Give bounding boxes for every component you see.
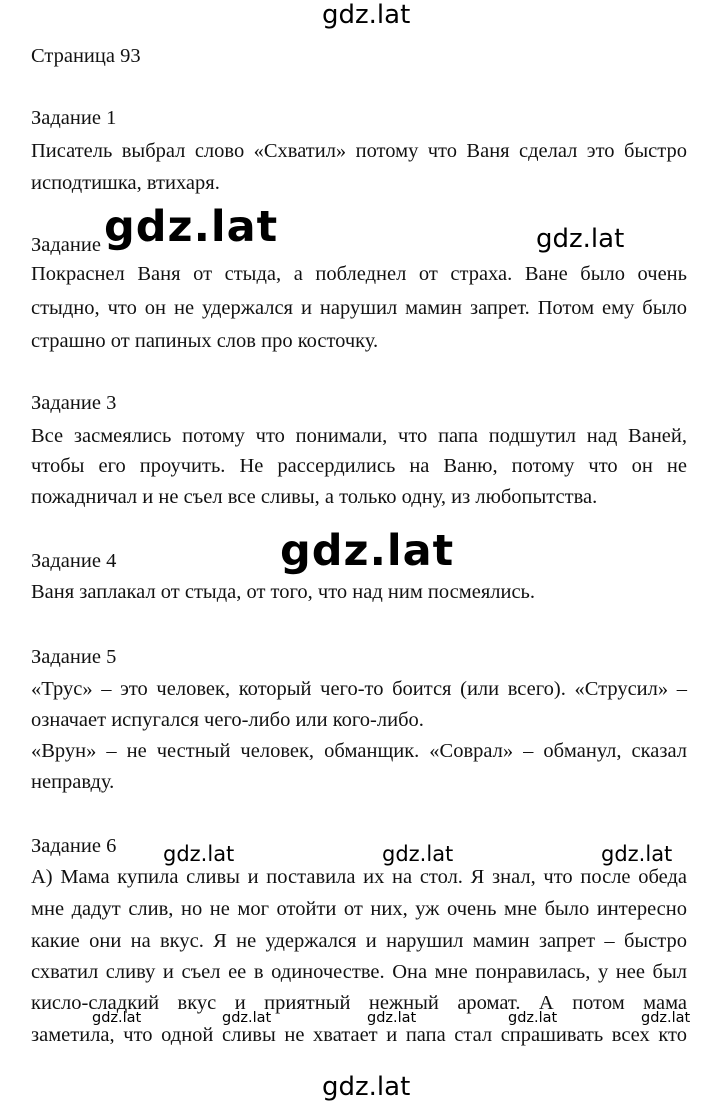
task-6-line-6: заметила, что одной сливы не хватает и папа стал спрашивать всех кто bbox=[31, 1024, 687, 1046]
watermark-small-5: gdz.lat bbox=[641, 1010, 691, 1026]
task-2-line-3: страшно от папиных слов про косточку. bbox=[31, 330, 379, 352]
task-3-line-3: пожадничал и не съел все сливы, а только одну, из любопытства. bbox=[31, 486, 598, 508]
watermark-small-2: gdz.lat bbox=[222, 1010, 272, 1026]
task-5-line-4: неправду. bbox=[31, 771, 115, 793]
watermark-row-3: gdz.lat bbox=[601, 842, 673, 866]
task-2-heading: Задание bbox=[31, 234, 101, 256]
task-3-line-1: Все засмеялись потому что понимали, что папа подшутил над Ваней, bbox=[31, 425, 687, 447]
task-1-line-1: Писатель выбрал слово «Схватил» потому что Ваня сделал это быстро bbox=[31, 140, 687, 162]
watermark-top: gdz.lat bbox=[322, 0, 411, 30]
task-5-line-3: «Врун» – не честный человек, обманщик. «Соврал» – обманул, сказал bbox=[31, 740, 687, 762]
task-5-heading: Задание 5 bbox=[31, 646, 117, 668]
task-2-line-2: стыдно, что он не удержался и нарушил мамин запрет. Потом ему было bbox=[31, 297, 687, 319]
task-4-line-1: Ваня заплакал от стыда, от того, что над ним посмеялись. bbox=[31, 581, 536, 603]
task-5-line-1: «Трус» – это человек, который чего-то боится (или всего). «Струсил» – bbox=[31, 678, 687, 700]
task-5-line-2: означает испугался чего-либо или кого-либо. bbox=[31, 709, 424, 731]
task-4-heading: Задание 4 bbox=[31, 550, 117, 572]
task-1-heading: Задание 1 bbox=[31, 107, 117, 129]
watermark-small-1: gdz.lat bbox=[92, 1010, 142, 1026]
watermark-small-4: gdz.lat bbox=[508, 1010, 558, 1026]
task-3-line-2: чтобы его проучить. Не рассердились на Ваню, потому что он не bbox=[31, 455, 687, 477]
task-6-line-1: А) Мама купила сливы и поставила их на стол. Я знал, что после обеда bbox=[31, 866, 687, 888]
task-1-line-2: исподтишка, втихаря. bbox=[31, 172, 220, 194]
watermark-large-center: gdz.lat bbox=[280, 526, 455, 576]
task-6-line-5: кисло-сладкий вкус и приятный нежный аромат. А потом мама bbox=[31, 992, 687, 1014]
task-6-line-3: какие они на вкус. Я не удержался и нарушил мамин запрет – быстро bbox=[31, 930, 687, 952]
task-3-heading: Задание 3 bbox=[31, 392, 117, 414]
task-6-heading: Задание 6 bbox=[31, 835, 117, 857]
page-title: Страница 93 bbox=[31, 45, 141, 67]
watermark-bottom: gdz.lat bbox=[322, 1072, 411, 1102]
task-6-line-4: схватил сливу и съел ее в одиночестве. Она мне понравилась, у нее был bbox=[31, 961, 687, 983]
watermark-right: gdz.lat bbox=[536, 224, 625, 254]
watermark-row-1: gdz.lat bbox=[163, 842, 235, 866]
watermark-row-2: gdz.lat bbox=[382, 842, 454, 866]
watermark-large-left: gdz.lat bbox=[104, 202, 279, 252]
task-2-line-1: Покраснел Ваня от стыда, а побледнел от страха. Ване было очень bbox=[31, 263, 687, 285]
watermark-small-3: gdz.lat bbox=[367, 1010, 417, 1026]
task-6-line-2: мне дадут слив, но не мог отойти от них, уж очень мне было интересно bbox=[31, 898, 687, 920]
